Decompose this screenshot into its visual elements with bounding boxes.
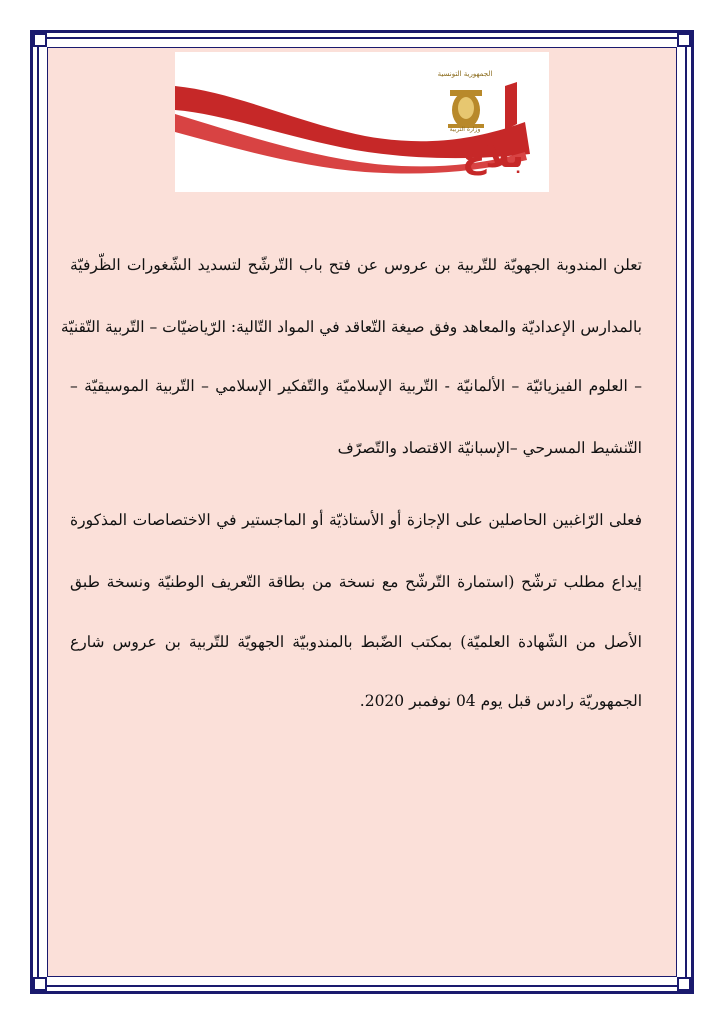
paragraph-2-line-2: إيداع مطلب ترشّح (استمارة التّرشّح مع نسخة من بطاقة التّعريف الوطنيّة ونسخة طبق — [70, 573, 642, 591]
paragraph-1-line-1: تعلن المندوبة الجهويّة للتّربية بن عروس عن فتح باب التّرشّح لتسديد الشّغورات الظّرفيّة — [70, 256, 642, 274]
paragraph-2-line-3: الأصل من الشّهادة العلميّة) بمكتب الضّبط بالمندوبيّة الجهويّة للتّربية بن عروس شارع — [70, 633, 642, 651]
paragraph-2-line-1: فعلى الرّاغبين الحاصلين على الإجازة أو الأستاذيّة أو الماجستير في الاختصاصات المذكورة — [70, 511, 642, 529]
logo-bottom-text: وزارة التربية — [449, 126, 481, 133]
logo-top-text: الجمهورية التونسية — [437, 70, 493, 78]
border-corner-top-right — [677, 33, 691, 47]
ministry-emblem-icon — [436, 76, 496, 146]
banner-title: بلاغ — [462, 136, 524, 176]
paragraph-2-line-4: الجمهوريّة رادس قبل يوم 04 نوفمبر 2020. — [359, 692, 642, 710]
border-corner-bottom-left — [33, 977, 47, 991]
paragraph-1-line-3: – العلوم الفيزيائيّة – الألمانيّة - التّربية الإسلاميّة والتّفكير الإسلامي – التّربية الموسيقيّة – — [70, 377, 642, 395]
border-corner-bottom-right — [677, 977, 691, 991]
paragraph-1-line-2: بالمدارس الإعداديّة والمعاهد وفق صيغة التّعاقد في المواد التّالية: الرّياضيّات – التّربية التّقنيّة — [60, 318, 642, 336]
paragraph-1-line-4: التّنشيط المسرحي –الإسبانيّة الاقتصاد والتّصرّف — [337, 439, 642, 457]
border-corner-top-left — [33, 33, 47, 47]
